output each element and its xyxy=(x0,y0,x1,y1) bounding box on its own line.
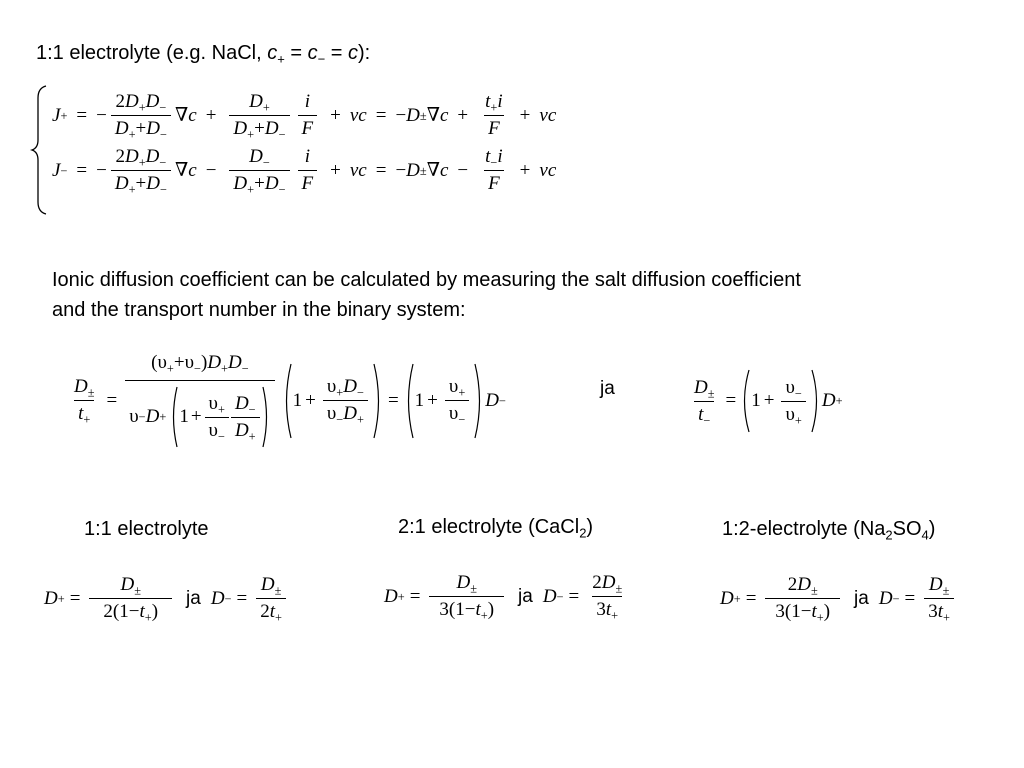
fraction: $\frac{\upsilon_+}{\upsilon_-}$ xyxy=(445,376,469,425)
case-title-1-2: 1:2-electrolyte $(Na_2SO_4)$ xyxy=(722,518,936,543)
fraction: $\frac{t_-i}{F}$ xyxy=(485,146,503,194)
left-brace-icon xyxy=(30,84,50,216)
case-title-1-1: 1:1 electrolyte xyxy=(84,518,209,540)
left-paren-icon xyxy=(169,385,179,449)
fraction: $\frac{t_+i}{F}$ xyxy=(485,91,503,139)
fraction: $\frac{2D_\pm}{3(1-t_+)}$ xyxy=(765,574,840,623)
fraction: $\frac{D_+}{D_++D_-}$ xyxy=(229,91,289,140)
flux-equation-system xyxy=(52,88,556,198)
fraction: $\frac{2D_\pm}{3t_+}$ xyxy=(592,572,623,623)
right-paren-icon xyxy=(810,368,822,434)
fraction: $(\upsilon_++\upsilon_-)D_+D_-$ υ − D + 1 + $\frac{\upsilon_+}{\upsilon_-}$ $\frac{D_-}{D_+}$ xyxy=(125,352,274,449)
fraction: $\frac{D_\pm}{2(1-t_+)}$ xyxy=(89,574,172,623)
heading-line: 1:1 electrolyte (e.g. NaCl, $c_+ = c_- = c$): xyxy=(36,42,371,67)
anion-diffusion-formula: $\frac{D_\pm}{t_-}$ = 1 + $\frac{\upsilon_-}{\upsilon_+}$ D + xyxy=(686,368,843,434)
fraction: $\frac{i}{F}$ xyxy=(298,91,318,140)
fraction: $\frac{\upsilon_-}{\upsilon_+}$ xyxy=(781,377,805,426)
fraction: $\frac{D_\pm}{3t_+}$ xyxy=(924,574,954,623)
left-paren-icon xyxy=(739,368,751,434)
fraction: $\frac{2D_+D_-}{D_++D_-}$ xyxy=(111,91,171,140)
fraction: $\frac{i}{F}$ xyxy=(298,146,318,195)
case-title-2-1: 2:1 electrolyte (CaCl$_2$) xyxy=(398,516,594,541)
flux-equation-cation: J + = − $\frac{2D_+D_-}{D_++D_-}$ ∇ c + $\frac{D_+}{D_++D_-}$ $\frac{i}{F}$ + v c = − D ± ∇ c + $\frac{t_+i}{F}$ + v c xyxy=(52,91,557,142)
flux-equation-anion: J − = − $\frac{2D_+D_-}{D_++D_-}$ ∇ c − $\frac{D_-}{D_++D_-}$ $\frac{i}{F}$ + v c = − D ± ∇ c − $\frac{t_-i}{F}$ + v c xyxy=(52,146,557,197)
fraction: $\frac{D_\pm}{2t_+}$ xyxy=(256,574,286,623)
left-paren-icon xyxy=(281,362,293,440)
fraction: $\frac{D_-}{D_++D_-}$ xyxy=(229,146,289,195)
case-formula-1-1: D + = $\frac{D_\pm}{2(1-t_+)}$ ja D − = $\frac{D_\pm}{2t_+}$ xyxy=(44,574,290,623)
conjunction-ja: ja xyxy=(600,378,615,399)
ionic-diffusion-formula: $\frac{D_\pm}{t_+}$ = $(\upsilon_++\upsilon_-)D_+D_-$ υ − D + 1 + $\frac{\upsilon_+}{\upsilon_-}$ $\frac{D_-}{D_+}$ 1 + $\frac{\upsilon_+D_-}{\upsilon_-D_+}$ = 1 + $\frac{\upsilon_+}{\upsilon_-}$ D − xyxy=(66,352,506,449)
fraction: $\frac{D_\pm}{t_-}$ xyxy=(694,376,715,427)
case-formula-2-1: D + = $\frac{D_\pm}{3(1-t_+)}$ ja D − = $\frac{2D_\pm}{3t_+}$ xyxy=(384,572,630,621)
fraction: $\frac{\upsilon_+D_-}{\upsilon_-D_+}$ xyxy=(323,376,368,425)
right-paren-icon xyxy=(261,385,271,449)
left-paren-icon xyxy=(403,362,415,440)
case-formula-1-2: D + = $\frac{2D_\pm}{3(1-t_+)}$ ja D − = $\frac{D_\pm}{3t_+}$ xyxy=(720,574,958,623)
fraction: $\frac{D_\pm}{t_+}$ xyxy=(74,376,95,427)
description-paragraph: Ionic diffusion coefficient can be calculated by measuring the salt diffusion coefficient and the transport number in the binary system: xyxy=(52,269,801,321)
right-paren-icon xyxy=(372,362,384,440)
right-paren-icon xyxy=(473,362,485,440)
fraction: $\frac{D_\pm}{3(1-t_+)}$ xyxy=(429,572,504,621)
fraction: $\frac{2D_+D_-}{D_++D_-}$ xyxy=(111,146,171,195)
